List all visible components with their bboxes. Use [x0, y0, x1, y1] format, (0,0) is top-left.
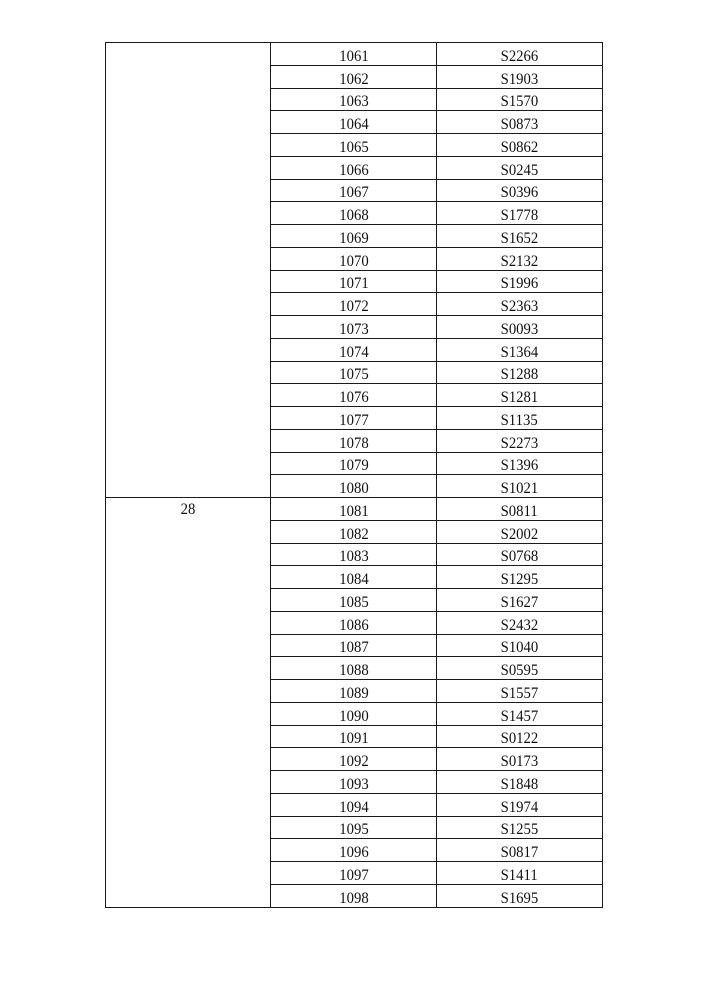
code-cell: [437, 43, 603, 66]
row-code: S1652: [500, 229, 539, 247]
code-cell: [437, 725, 603, 748]
row-number: 1064: [338, 116, 369, 133]
code-cell: [437, 475, 603, 498]
number-cell: [271, 589, 437, 612]
code-cell: [437, 338, 603, 361]
number-cell: [271, 338, 437, 361]
code-cell: [437, 156, 603, 179]
row-number: 1066: [338, 161, 369, 179]
code-cell: [437, 520, 603, 543]
row-number: 1091: [338, 730, 369, 748]
code-cell: [437, 361, 603, 384]
number-cell: [271, 407, 437, 430]
row-code: S1396: [500, 457, 539, 475]
row-number: 1087: [338, 639, 369, 657]
number-cell: [271, 179, 437, 202]
row-number: 1069: [338, 229, 369, 247]
row-number: 1082: [338, 525, 369, 543]
number-cell: [271, 793, 437, 816]
code-cell: [437, 816, 603, 839]
group-label-cell: [106, 498, 271, 908]
code-cell: [437, 748, 603, 771]
row-number: 1079: [338, 457, 369, 475]
row-code: S1295: [500, 571, 539, 588]
row-code: S1974: [500, 798, 539, 816]
row-number: 1075: [338, 366, 369, 384]
row-code: S1570: [500, 93, 539, 111]
number-cell: [271, 657, 437, 680]
number-cell: [271, 293, 437, 316]
row-number: 1067: [338, 184, 369, 202]
number-cell: [271, 862, 437, 885]
number-cell: [271, 156, 437, 179]
number-cell: [271, 748, 437, 771]
table-row: [106, 43, 603, 66]
number-cell: [271, 247, 437, 270]
code-cell: [437, 634, 603, 657]
number-cell: [271, 88, 437, 111]
group-label-cell: [106, 43, 271, 498]
row-code: S0396: [500, 184, 539, 202]
row-code: S1288: [500, 366, 539, 384]
code-cell: [437, 179, 603, 202]
number-cell: [271, 452, 437, 475]
number-cell: [271, 816, 437, 839]
row-number: 1089: [338, 684, 369, 702]
row-code: S1848: [500, 775, 539, 793]
row-code: S1903: [500, 70, 539, 88]
code-cell: [437, 247, 603, 270]
row-code: S2002: [500, 525, 539, 543]
row-number: 1062: [338, 70, 369, 88]
code-cell: [437, 134, 603, 157]
number-cell: [271, 111, 437, 134]
code-cell: [437, 452, 603, 475]
row-number: 1081: [338, 502, 369, 520]
row-code: S1255: [500, 821, 539, 839]
number-cell: [271, 361, 437, 384]
row-code: S0862: [500, 138, 539, 156]
row-number: 1096: [338, 844, 369, 861]
row-code: S1135: [500, 411, 539, 429]
row-code: S1411: [500, 866, 539, 884]
code-cell: [437, 611, 603, 634]
number-cell: [271, 702, 437, 725]
row-number: 1068: [338, 207, 369, 224]
row-code: S0817: [500, 844, 539, 861]
code-cell: [437, 771, 603, 794]
row-number: 1083: [338, 548, 369, 566]
number-cell: [271, 43, 437, 66]
number-cell: [271, 839, 437, 862]
row-code: S0122: [500, 730, 539, 748]
number-cell: [271, 884, 437, 907]
code-cell: [437, 407, 603, 430]
code-cell: [437, 293, 603, 316]
table-row: [106, 498, 603, 521]
row-code: S1695: [500, 889, 539, 907]
row-number: 1080: [338, 480, 369, 497]
row-number: 1094: [338, 798, 369, 816]
row-number: 1092: [338, 753, 369, 770]
row-code: S1457: [500, 707, 539, 725]
number-cell: [271, 634, 437, 657]
row-code: S0768: [500, 548, 539, 566]
code-cell: [437, 270, 603, 293]
number-cell: [271, 498, 437, 521]
row-code: S0873: [500, 116, 539, 133]
row-number: 1076: [338, 389, 369, 406]
row-number: 1063: [338, 93, 369, 111]
row-number: 1090: [338, 707, 369, 725]
number-cell: [271, 520, 437, 543]
row-code: S0811: [500, 502, 539, 520]
number-cell: [271, 429, 437, 452]
row-code: S1627: [500, 593, 539, 611]
number-cell: [271, 384, 437, 407]
number-cell: [271, 725, 437, 748]
row-code: S2132: [500, 252, 539, 270]
number-cell: [271, 202, 437, 225]
row-number: 1077: [338, 411, 369, 429]
code-cell: [437, 384, 603, 407]
row-number: 1078: [338, 434, 369, 452]
row-code: S1364: [500, 343, 539, 361]
row-code: S2363: [500, 298, 539, 315]
code-cell: [437, 884, 603, 907]
code-cell: [437, 702, 603, 725]
row-number: 1072: [338, 298, 369, 315]
row-number: 1061: [338, 47, 369, 65]
code-cell: [437, 543, 603, 566]
row-number: 1095: [338, 821, 369, 839]
row-number: 1070: [338, 252, 369, 270]
row-number: 1074: [338, 343, 369, 361]
row-code: S2273: [500, 434, 539, 452]
row-code: S0173: [500, 753, 539, 770]
code-cell: [437, 316, 603, 339]
row-number: 1098: [338, 889, 369, 907]
row-number: 1065: [338, 138, 369, 156]
row-number: 1093: [338, 775, 369, 793]
code-cell: [437, 657, 603, 680]
code-cell: [437, 225, 603, 248]
row-code: S1040: [500, 639, 539, 657]
row-code: S2266: [500, 47, 539, 65]
assignment-table: [105, 42, 603, 908]
code-cell: [437, 111, 603, 134]
row-code: S1281: [500, 389, 539, 406]
code-cell: [437, 429, 603, 452]
code-cell: [437, 498, 603, 521]
row-number: 1085: [338, 593, 369, 611]
row-code: S1778: [500, 207, 539, 224]
number-cell: [271, 566, 437, 589]
number-cell: [271, 270, 437, 293]
row-code: S0245: [500, 161, 539, 179]
code-cell: [437, 589, 603, 612]
row-number: 1073: [338, 320, 369, 338]
code-cell: [437, 202, 603, 225]
row-code: S1996: [500, 275, 539, 293]
row-code: S1021: [500, 480, 539, 497]
code-cell: [437, 862, 603, 885]
group-label: 28: [180, 501, 196, 518]
code-cell: [437, 566, 603, 589]
number-cell: [271, 65, 437, 88]
row-code: S1557: [500, 684, 539, 702]
row-number: 1088: [338, 662, 369, 679]
number-cell: [271, 316, 437, 339]
row-number: 1086: [338, 616, 369, 634]
code-cell: [437, 65, 603, 88]
row-code: S0093: [500, 320, 539, 338]
row-code: S0595: [500, 662, 539, 679]
number-cell: [271, 680, 437, 703]
number-cell: [271, 543, 437, 566]
code-cell: [437, 839, 603, 862]
number-cell: [271, 225, 437, 248]
code-cell: [437, 88, 603, 111]
number-cell: [271, 134, 437, 157]
code-cell: [437, 793, 603, 816]
number-cell: [271, 771, 437, 794]
table-body: [106, 43, 603, 908]
row-number: 1084: [338, 571, 369, 588]
row-number: 1097: [338, 866, 369, 884]
number-cell: [271, 475, 437, 498]
row-code: S2432: [500, 616, 539, 634]
number-cell: [271, 611, 437, 634]
row-number: 1071: [338, 275, 369, 293]
code-cell: [437, 680, 603, 703]
